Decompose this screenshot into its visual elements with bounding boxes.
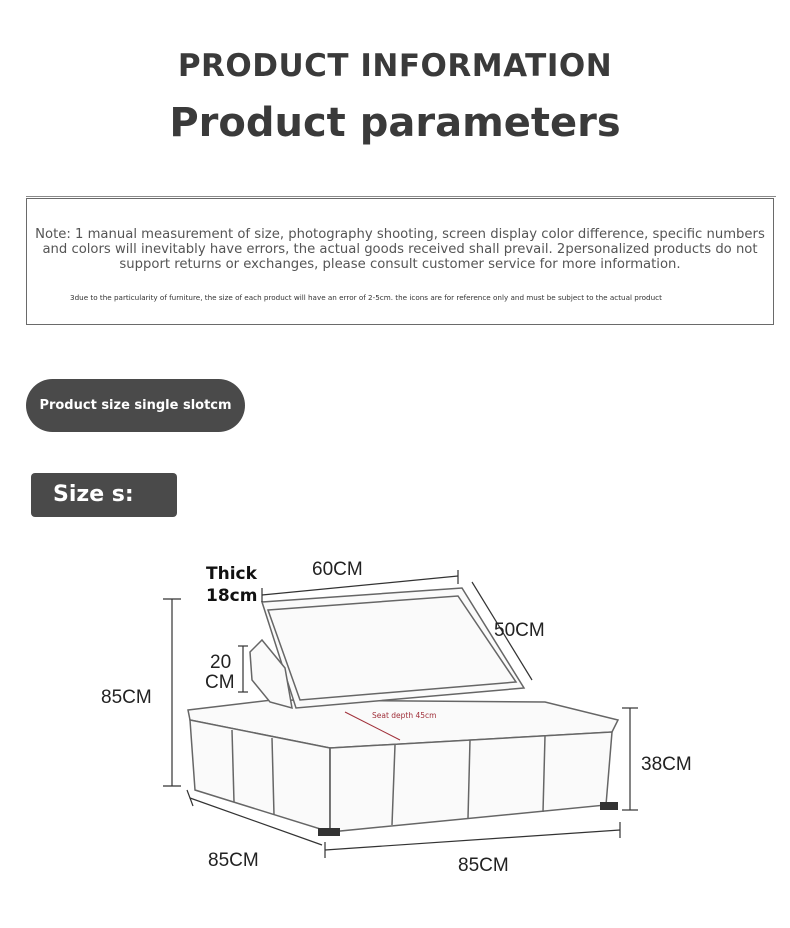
note-main-text: Note: 1 manual measurement of size, photography shooting, screen display color difference, specific numbers and colors will inevitably have errors, the actual goods received shall prevail. 2personalized products do not support returns or exchanges, please consult customer service for more information. — [35, 227, 765, 272]
thick-label: Thick — [206, 564, 257, 584]
pillow-height-label-2: CM — [205, 672, 235, 693]
product-size-pill: Product size single slotcm — [26, 379, 245, 432]
depth-label: 85CM — [208, 850, 259, 871]
back-width-label: 60CM — [312, 559, 363, 580]
divider-line — [26, 196, 776, 197]
note-small-text: 3due to the particularity of furniture, the size of each product will have an error of 2-5cm. the icons are for reference only and must be subject to the actual product — [70, 293, 662, 302]
back-height-label: 50CM — [494, 620, 545, 641]
seat-height-label: 38CM — [641, 754, 692, 775]
seat-depth-label: Seat depth 45cm — [372, 711, 437, 720]
product-information-heading: PRODUCT INFORMATION — [177, 48, 613, 84]
width-label: 85CM — [458, 855, 509, 876]
size-label-box: Size s: — [31, 473, 177, 517]
total-height-label: 85CM — [101, 687, 152, 708]
pillow-height-label-1: 20 — [210, 652, 232, 673]
thick-value: 18cm — [206, 586, 258, 606]
product-parameters-heading: Product parameters — [169, 100, 621, 146]
sofa-dimension-diagram — [0, 540, 790, 928]
